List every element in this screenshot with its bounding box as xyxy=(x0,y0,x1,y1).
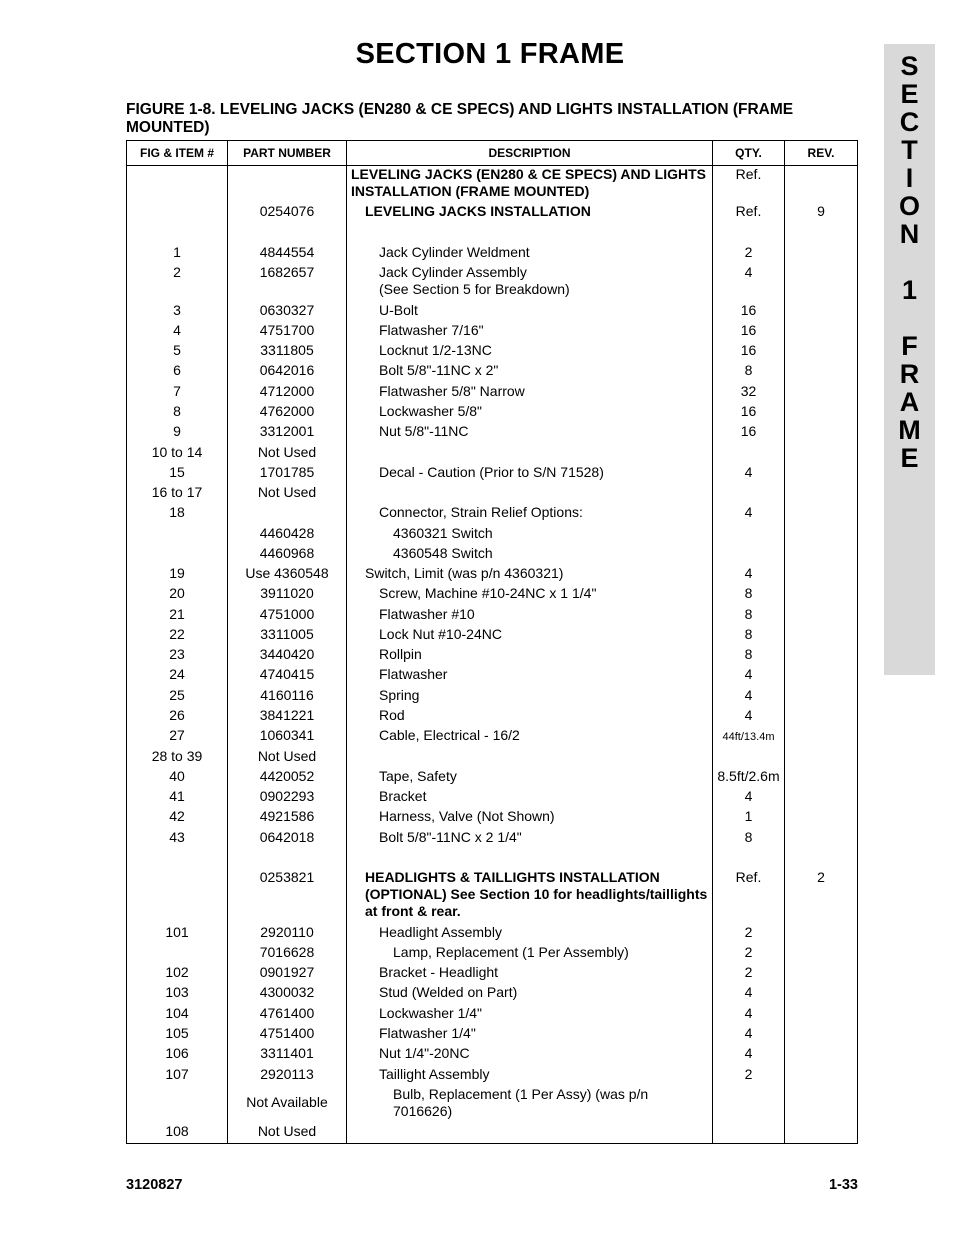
fig-item-cell: 102 xyxy=(165,964,189,980)
side-tab-letter: E xyxy=(900,443,919,473)
qty-cell: 8 xyxy=(744,585,753,601)
fig-item-cell: 107 xyxy=(165,1066,189,1082)
description-cell: Lamp, Replacement (1 Per Assembly) xyxy=(393,944,629,960)
part-number-cell: 0902293 xyxy=(259,788,315,804)
part-number-cell: 4761400 xyxy=(259,1005,315,1021)
rev-cell: 2 xyxy=(817,869,825,885)
description-cell: LEVELING JACKS INSTALLATION xyxy=(365,203,591,219)
part-number-cell: 4762000 xyxy=(259,403,315,419)
part-number-cell: 4921586 xyxy=(259,808,315,824)
fig-item-cell: 21 xyxy=(169,606,185,622)
fig-item-cell: 103 xyxy=(165,984,189,1000)
description-cell: Rod xyxy=(379,707,405,723)
side-tab-letter: C xyxy=(899,107,920,137)
description-cell-continued: (See Section 5 for Breakdown) xyxy=(379,281,570,297)
qty-cell: 16 xyxy=(740,403,757,419)
side-tab-letter: E xyxy=(900,79,919,109)
part-number-cell: 7016628 xyxy=(259,944,315,960)
part-number-cell: 4160116 xyxy=(260,687,314,703)
description-cell: Locknut 1/2-13NC xyxy=(379,342,492,358)
fig-item-cell: 8 xyxy=(173,403,181,419)
description-cell: Bulb, Replacement (1 Per Assy) (was p/n 7016626) xyxy=(393,1086,649,1119)
description-cell: Flatwasher #10 xyxy=(379,606,475,622)
description-cell: 4360321 Switch xyxy=(393,525,493,541)
description-cell: Bolt 5/8"-11NC x 2 1/4" xyxy=(379,829,522,845)
description-cell: Bracket - Headlight xyxy=(379,964,499,980)
header-rev: REV. xyxy=(807,146,835,160)
qty-cell: 4 xyxy=(744,565,753,581)
description-cell: Flatwasher 7/16" xyxy=(379,322,484,338)
description-cell: HEADLIGHTS & TAILLIGHTS INSTALLATION (OPTIONAL) See Section 10 for headlights/taillights at front & rear. xyxy=(365,869,708,919)
fig-item-cell: 43 xyxy=(169,829,185,845)
qty-cell: 8 xyxy=(744,646,753,662)
qty-cell: 8 xyxy=(744,829,753,845)
qty-cell: Ref. xyxy=(735,869,762,885)
fig-item-cell: 42 xyxy=(169,808,185,824)
fig-item-cell: 19 xyxy=(169,565,185,581)
description-cell: Decal - Caution (Prior to S/N 71528) xyxy=(379,464,604,480)
fig-item-cell: 23 xyxy=(169,646,185,662)
part-number-cell: 0253821 xyxy=(259,869,315,885)
qty-cell: 4 xyxy=(744,788,753,804)
fig-item-cell: 104 xyxy=(165,1005,189,1021)
qty-cell: 2 xyxy=(744,244,753,260)
side-tab-letter: A xyxy=(899,387,920,417)
side-tab-letter: 1 xyxy=(901,275,918,305)
description-cell: Rollpin xyxy=(379,646,422,662)
part-number-cell: 4460428 xyxy=(259,525,315,541)
description-cell: Jack Cylinder Assembly xyxy=(379,264,527,280)
qty-cell: 4 xyxy=(744,687,753,703)
part-number-cell: 0254076 xyxy=(259,203,315,219)
parts-table xyxy=(126,140,858,1144)
description-cell: Harness, Valve (Not Shown) xyxy=(379,808,555,824)
part-number-cell: 0642016 xyxy=(259,362,315,378)
figure-title: FIGURE 1-8. LEVELING JACKS (EN280 & CE SPECS) AND LIGHTS INSTALLATION (FRAME MOUNTED) xyxy=(126,101,794,136)
header-description: DESCRIPTION xyxy=(488,146,571,160)
part-number-cell: Not Used xyxy=(257,1123,317,1139)
side-tab-letter: I xyxy=(905,163,914,193)
side-tab-letter: O xyxy=(898,191,920,221)
description-cell: Nut 5/8"-11NC xyxy=(379,423,469,439)
qty-cell: 8.5ft/2.6m xyxy=(717,768,780,784)
description-cell: Nut 1/4"-20NC xyxy=(379,1045,470,1061)
qty-cell: 4 xyxy=(744,1025,753,1041)
side-tab-letter: R xyxy=(899,359,920,389)
header-qty: QTY. xyxy=(735,146,762,160)
rev-cell: 9 xyxy=(817,203,825,219)
description-cell: 4360548 Switch xyxy=(393,545,493,561)
qty-cell: 2 xyxy=(744,924,753,940)
fig-item-cell: 3 xyxy=(173,302,181,318)
description-cell: Lockwasher 5/8" xyxy=(379,403,483,419)
part-number-cell: 1682657 xyxy=(259,264,315,280)
part-number-cell: 4844554 xyxy=(259,244,315,260)
fig-item-cell: 4 xyxy=(173,322,181,338)
description-cell: Flatwasher 1/4" xyxy=(379,1025,476,1041)
qty-cell: 8 xyxy=(744,626,753,642)
part-number-cell: 2920110 xyxy=(260,924,314,940)
description-cell: Bracket xyxy=(379,788,427,804)
part-number-cell: Not Available xyxy=(246,1094,328,1110)
qty-cell: Ref. xyxy=(735,203,762,219)
fig-item-cell: 18 xyxy=(169,504,185,520)
qty-cell: 16 xyxy=(740,302,757,318)
fig-item-cell: 24 xyxy=(169,666,185,682)
part-number-cell: 0901927 xyxy=(259,964,315,980)
part-number-cell: 4300032 xyxy=(259,984,315,1000)
qty-cell: 4 xyxy=(744,504,753,520)
section-side-tab xyxy=(884,44,935,675)
qty-cell: 4 xyxy=(744,264,753,280)
fig-item-cell: 27 xyxy=(169,727,185,743)
qty-cell: 44ft/13.4m xyxy=(722,731,775,743)
fig-item-cell: 9 xyxy=(173,423,181,439)
part-number-cell: 4460968 xyxy=(259,545,315,561)
part-number-cell: Use 4360548 xyxy=(245,565,329,581)
description-cell: Bolt 5/8"-11NC x 2" xyxy=(379,362,499,378)
part-number-cell: 3311805 xyxy=(260,342,314,358)
qty-cell: 4 xyxy=(744,666,753,682)
part-number-cell: Not Used xyxy=(257,748,317,764)
description-cell: Stud (Welded on Part) xyxy=(379,984,518,1000)
description-cell: Lock Nut #10-24NC xyxy=(379,626,502,642)
qty-cell: 4 xyxy=(744,464,753,480)
fig-item-cell: 6 xyxy=(173,362,181,378)
description-cell: Switch, Limit (was p/n 4360321) xyxy=(365,565,564,581)
description-cell: Tape, Safety xyxy=(379,768,457,784)
qty-cell: 1 xyxy=(744,808,753,824)
fig-item-cell: 26 xyxy=(169,707,185,723)
description-cell: Taillight Assembly xyxy=(379,1066,490,1082)
part-number-cell: 3911020 xyxy=(260,585,314,601)
fig-item-cell: 15 xyxy=(169,464,185,480)
part-number-cell: 3311005 xyxy=(260,626,314,642)
fig-item-cell: 5 xyxy=(173,342,181,358)
fig-item-cell: 101 xyxy=(165,924,189,940)
part-number-cell: 4751700 xyxy=(259,322,315,338)
description-cell: Headlight Assembly xyxy=(379,924,502,940)
part-number-cell: 1060341 xyxy=(259,727,315,743)
description-cell: Flatwasher xyxy=(379,666,448,682)
description-cell: Flatwasher 5/8" Narrow xyxy=(379,383,525,399)
part-number-cell: 3440420 xyxy=(259,646,315,662)
part-number-cell: 2920113 xyxy=(260,1066,314,1082)
part-number-cell: 4751400 xyxy=(259,1025,315,1041)
fig-item-cell: 20 xyxy=(169,585,185,601)
description-cell: Screw, Machine #10-24NC x 1 1/4" xyxy=(379,585,597,601)
part-number-cell: 3311401 xyxy=(260,1045,314,1061)
qty-cell: 4 xyxy=(744,1045,753,1061)
section-title: SECTION 1 FRAME xyxy=(355,38,625,70)
part-number-cell: 0642018 xyxy=(259,829,315,845)
side-tab-letter: N xyxy=(899,219,920,249)
description-cell: Cable, Electrical - 16/2 xyxy=(379,727,520,743)
qty-cell: 4 xyxy=(744,1005,753,1021)
description-cell: U-Bolt xyxy=(379,302,418,318)
part-number-cell: 3312001 xyxy=(259,423,315,439)
part-number-cell: 4712000 xyxy=(259,383,315,399)
qty-cell: 16 xyxy=(740,423,757,439)
qty-cell: 8 xyxy=(744,606,753,622)
qty-cell: 16 xyxy=(740,322,757,338)
header-fig-item: FIG & ITEM # xyxy=(139,146,214,160)
fig-item-cell: 106 xyxy=(165,1045,189,1061)
fig-item-cell: 10 to 14 xyxy=(151,444,203,460)
fig-item-cell: 41 xyxy=(169,788,185,804)
part-number-cell: 3841221 xyxy=(259,707,315,723)
fig-item-cell: 40 xyxy=(169,768,185,784)
side-tab-letter: T xyxy=(901,135,918,165)
side-tab-letter: S xyxy=(900,51,919,81)
part-number-cell: 0630327 xyxy=(259,302,315,318)
qty-cell: 2 xyxy=(744,1066,753,1082)
qty-cell: 2 xyxy=(744,964,753,980)
page-number: 1-33 xyxy=(828,1177,858,1193)
part-number-cell: 4751000 xyxy=(259,606,315,622)
qty-cell: Ref. xyxy=(735,166,762,182)
qty-cell: 4 xyxy=(744,707,753,723)
fig-item-cell: 105 xyxy=(165,1025,189,1041)
fig-item-cell: 2 xyxy=(173,264,181,280)
fig-item-cell: 16 to 17 xyxy=(151,484,203,500)
qty-cell: 4 xyxy=(744,984,753,1000)
fig-item-cell: 25 xyxy=(169,687,185,703)
header-part-number: PART NUMBER xyxy=(243,146,331,160)
fig-item-cell: 108 xyxy=(165,1123,189,1139)
part-number-cell: 4420052 xyxy=(259,768,315,784)
side-tab-letter: M xyxy=(898,415,921,445)
description-cell: Spring xyxy=(379,687,420,703)
description-cell: Jack Cylinder Weldment xyxy=(379,244,530,260)
description-cell: LEVELING JACKS (EN280 & CE SPECS) AND LIGHTS INSTALLATION (FRAME MOUNTED) xyxy=(351,166,706,199)
qty-cell: 16 xyxy=(740,342,757,358)
part-number-cell: 4740415 xyxy=(259,666,315,682)
fig-item-cell: 7 xyxy=(173,383,181,399)
fig-item-cell: 22 xyxy=(169,626,185,642)
description-cell: Lockwasher 1/4" xyxy=(379,1005,483,1021)
document-number: 3120827 xyxy=(126,1177,183,1193)
part-number-cell: Not Used xyxy=(257,444,317,460)
qty-cell: 8 xyxy=(744,362,753,378)
side-tab-letter: F xyxy=(901,331,918,361)
fig-item-cell: 28 to 39 xyxy=(151,748,203,764)
part-number-cell: Not Used xyxy=(257,484,317,500)
description-cell: Connector, Strain Relief Options: xyxy=(379,504,583,520)
qty-cell: 2 xyxy=(744,944,753,960)
part-number-cell: 1701785 xyxy=(259,464,315,480)
fig-item-cell: 1 xyxy=(173,244,181,260)
qty-cell: 32 xyxy=(740,383,757,399)
